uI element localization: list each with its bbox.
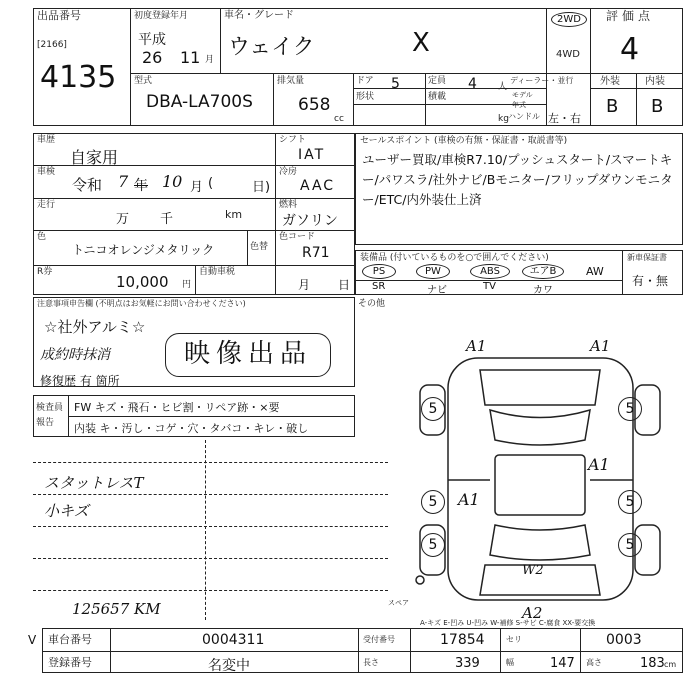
inspect-year: 7 bbox=[118, 172, 129, 191]
chassis-check: V bbox=[28, 633, 37, 647]
interior-value: B bbox=[651, 96, 664, 117]
disp-label: 排気量 bbox=[277, 76, 305, 86]
equip-navi: ナビ bbox=[427, 285, 447, 296]
year-era: 平成 bbox=[138, 32, 166, 48]
mark-wheel-rr: 5 bbox=[618, 533, 642, 557]
handle-value: 左・右 bbox=[548, 112, 581, 125]
name-label: 車名・グレード bbox=[224, 10, 294, 21]
height-label: 高さ bbox=[586, 658, 602, 667]
inspector-label: 検査員 bbox=[36, 403, 64, 413]
shape-label: 形状 bbox=[356, 92, 375, 102]
mark-side-left: A1 bbox=[458, 490, 480, 509]
model-l3: ハンドル bbox=[508, 112, 540, 121]
damage-legend: A-キズ E-凹み U-凹み W-補修 S-サビ C-腐食 XX-要交換 bbox=[420, 619, 596, 627]
doors-label: ドア bbox=[356, 76, 374, 86]
usage-label: 車歴 bbox=[37, 135, 56, 145]
note-odometer: 125657 KM bbox=[72, 600, 161, 618]
interior-label: 内装 bbox=[645, 76, 665, 87]
seats-value: 4 bbox=[468, 76, 477, 92]
shift-label: シフト bbox=[279, 135, 307, 145]
usage-value: 自家用 bbox=[70, 148, 119, 167]
mark-wheel-rl: 5 bbox=[421, 533, 445, 557]
receipt-value: 17854 bbox=[440, 632, 485, 648]
load-label: 積載 bbox=[428, 92, 447, 102]
car-windshield-outline bbox=[490, 410, 590, 445]
exterior-value: B bbox=[606, 96, 619, 117]
car-roof-outline bbox=[495, 455, 585, 515]
tax-label: 自動車税 bbox=[199, 267, 236, 277]
color-change-label: 色替 bbox=[250, 242, 269, 252]
receipt-label: 受付番号 bbox=[363, 635, 395, 644]
note-label: 注意事項申告欄 (不明点はお気軽にお問い合わせください) bbox=[37, 299, 246, 308]
tax-month: 月 bbox=[298, 278, 311, 292]
aircon-label: 冷房 bbox=[279, 167, 298, 177]
equip-pw: PW bbox=[416, 264, 450, 279]
drive-4wd: 4WD bbox=[556, 49, 580, 60]
color-value: トニコオレンジメタリック bbox=[72, 243, 215, 257]
reg-label: 登録番号 bbox=[48, 656, 92, 669]
height-value: 183 bbox=[640, 656, 665, 671]
note-line2: 成約時抹消 bbox=[40, 347, 110, 363]
inspector-row1: FW キズ・飛石・ヒビ割・リペア跡・×要 bbox=[74, 401, 280, 414]
lot-sub: [2166] bbox=[37, 40, 67, 50]
load-unit: kg bbox=[498, 114, 509, 124]
color-code-value: R71 bbox=[302, 245, 330, 261]
mark-rear: A2 bbox=[522, 604, 543, 622]
color-label: 色 bbox=[37, 232, 47, 242]
model-l1: モデル bbox=[512, 91, 533, 99]
inspect-label: 車検 bbox=[37, 167, 56, 177]
score-value: 4 bbox=[620, 32, 640, 67]
mark-front-right: A1 bbox=[590, 337, 611, 355]
drive-2wd: 2WD bbox=[551, 12, 587, 27]
disp-value: 658 bbox=[298, 95, 331, 115]
doors-value: 5 bbox=[391, 76, 400, 92]
color-code-title: 色コード bbox=[279, 232, 316, 242]
width-value: 147 bbox=[550, 656, 575, 671]
year-month-unit: 月 bbox=[205, 55, 215, 65]
spare-label: スペア bbox=[388, 599, 409, 607]
mark-side-right: A1 bbox=[588, 455, 610, 474]
mileage-sen: 千 bbox=[160, 212, 174, 227]
equip-airbag: エアB bbox=[522, 264, 564, 279]
car-damage-diagram bbox=[400, 330, 690, 625]
score-label: 評価点 bbox=[606, 9, 655, 23]
inspect-month: 10 bbox=[162, 172, 183, 191]
auction-label: セリ bbox=[506, 635, 522, 644]
spare-marker bbox=[416, 576, 424, 584]
auction-value: 0003 bbox=[606, 632, 642, 648]
recycle-label: R券 bbox=[37, 267, 53, 277]
reg-value: 名変中 bbox=[208, 658, 250, 674]
exterior-label: 外装 bbox=[600, 76, 620, 87]
mileage-label: 走行 bbox=[37, 200, 56, 210]
type-label: 型式 bbox=[134, 76, 153, 86]
mark-wheel-fl: 5 bbox=[421, 397, 445, 421]
year-mm: 11 bbox=[180, 48, 201, 67]
video-stamp: 映像出品 bbox=[165, 333, 331, 377]
inspect-day: 日) bbox=[252, 180, 271, 195]
inspect-paren: ( bbox=[208, 176, 214, 191]
fuel-label: 燃料 bbox=[279, 200, 298, 210]
equip-sr: SR bbox=[372, 281, 386, 292]
lot-number: 4135 bbox=[40, 60, 117, 95]
inspect-year-unit: 年 bbox=[134, 178, 148, 194]
seats-unit: 人 bbox=[498, 82, 508, 92]
mark-side-circle-left: 5 bbox=[421, 490, 445, 514]
car-rear-window-outline bbox=[490, 525, 590, 560]
mark-wheel-fr: 5 bbox=[618, 397, 642, 421]
inspect-month-unit: 月 bbox=[190, 180, 204, 195]
equip-label: 装備品 (付いているものを○で囲んでください) bbox=[360, 253, 549, 263]
mileage-man: 万 bbox=[116, 212, 130, 227]
equip-leather: カワ bbox=[533, 285, 553, 296]
dealer-label: ディーラー・並行 bbox=[510, 76, 574, 85]
width-label: 幅 bbox=[506, 658, 514, 667]
car-model: ウェイク bbox=[228, 35, 315, 60]
year-label: 初度登録年月 bbox=[134, 11, 189, 21]
note-line1: ☆社外アルミ☆ bbox=[44, 318, 146, 336]
warranty-label: 新車保証書 bbox=[627, 253, 667, 262]
report-label: 報告 bbox=[36, 418, 55, 428]
length-label: 長さ bbox=[363, 658, 379, 667]
recycle-value: 10,000 bbox=[116, 273, 169, 291]
shift-value: IAT bbox=[298, 147, 326, 163]
mark-side-circle-right: 5 bbox=[618, 490, 642, 514]
note-line3: 修復歴 有 箇所 bbox=[40, 374, 120, 388]
note-studless: スタットレスT bbox=[44, 474, 144, 492]
car-hood-outline bbox=[480, 370, 600, 405]
warranty-value: 有・無 bbox=[632, 274, 669, 288]
chassis-label: 車台番号 bbox=[48, 633, 92, 646]
mark-rear-window: W2 bbox=[522, 563, 544, 578]
equip-tv: TV bbox=[483, 281, 496, 292]
model-l2: 年式 bbox=[512, 101, 526, 109]
note-scratch: 小キズ bbox=[44, 502, 89, 520]
length-value: 339 bbox=[455, 656, 480, 671]
sales-label: セールスポイント (車検の有無・保証書・取説書等) bbox=[360, 136, 568, 146]
dimension-unit: cm bbox=[664, 660, 677, 669]
disp-unit: cc bbox=[334, 114, 344, 124]
car-grade: X bbox=[412, 28, 430, 58]
tax-day: 日 bbox=[338, 278, 351, 292]
equip-aw: AW bbox=[586, 265, 604, 278]
equip-ps: PS bbox=[362, 264, 396, 279]
inspect-era: 令和 bbox=[72, 176, 103, 194]
lot-label: 出品番号 bbox=[37, 9, 81, 22]
other-label: その他 bbox=[358, 299, 386, 309]
mark-front-left: A1 bbox=[466, 337, 487, 355]
sales-text: ユーザー買取/車検R7.10/プッシュスタート/スマートキー/パワスラ/社外ナビ/Bモニター/フリップダウンモニター/ETC/内外装仕上済 bbox=[362, 152, 673, 207]
chassis-value: 0004311 bbox=[202, 632, 265, 648]
recycle-unit: 円 bbox=[182, 280, 192, 290]
type-value: DBA-LA700S bbox=[146, 92, 253, 112]
fuel-value: ガソリン bbox=[282, 213, 338, 229]
aircon-value: AAC bbox=[300, 178, 336, 194]
inspector-row2: 内装 キ・汚し・コゲ・穴・タバコ・キレ・破し bbox=[74, 422, 309, 435]
equip-abs: ABS bbox=[470, 264, 510, 279]
mileage-unit: km bbox=[225, 208, 243, 221]
year-yy: 26 bbox=[142, 48, 163, 67]
seats-label: 定員 bbox=[428, 76, 447, 86]
